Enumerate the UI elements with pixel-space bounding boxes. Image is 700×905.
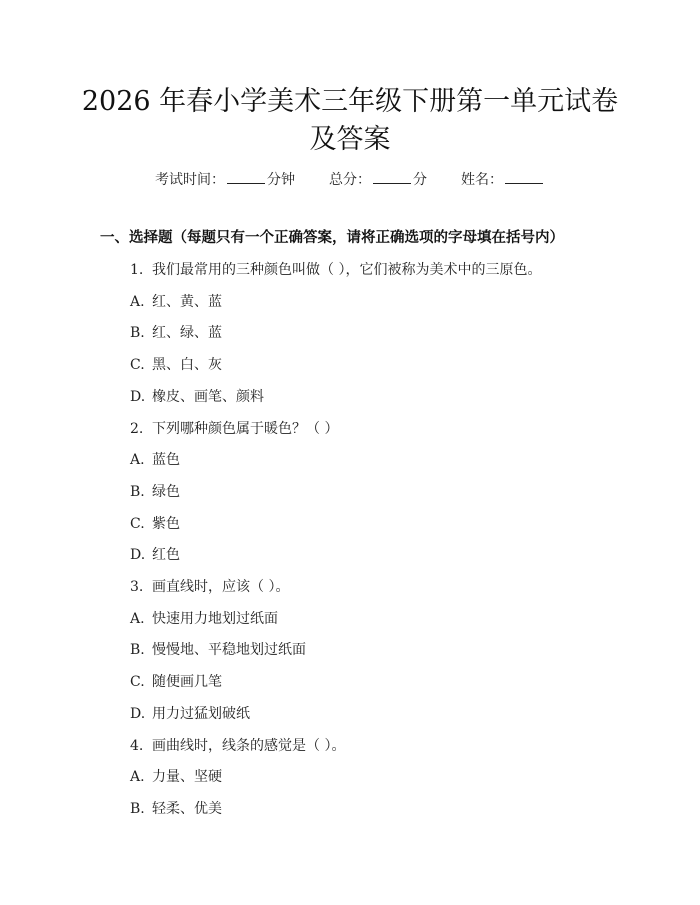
- option-letter: D.: [130, 388, 146, 405]
- option-letter: D.: [130, 547, 146, 564]
- option-letter: B.: [130, 800, 145, 817]
- option-text: 橡皮、画笔、颜料: [152, 388, 264, 405]
- question-body: 我们最常用的三种颜色叫做（ ），它们被称为美术中的三原色。: [152, 262, 542, 278]
- question-text: [130, 736, 345, 756]
- answer-option: [130, 514, 180, 534]
- question-number: 3.: [130, 579, 144, 595]
- question-text: [130, 419, 338, 439]
- exam-meta-row: [0, 169, 700, 190]
- option-letter: A.: [130, 610, 145, 627]
- question-number: 4.: [130, 737, 144, 754]
- total-score-label: 总分：: [329, 172, 371, 188]
- student-name-label: 姓名：: [461, 172, 503, 188]
- answer-option: [130, 323, 222, 343]
- option-text: 红、绿、蓝: [152, 325, 222, 342]
- option-text: 紫色: [152, 515, 180, 532]
- answer-option: [130, 387, 264, 407]
- question-text: [130, 577, 289, 597]
- option-text: 黑、白、灰: [152, 357, 222, 374]
- option-text: 红色: [152, 547, 180, 564]
- total-score-blank: [373, 169, 411, 184]
- option-letter: A.: [130, 293, 145, 310]
- question-text: [130, 260, 541, 280]
- answer-option: [130, 545, 180, 565]
- question-number: 2.: [130, 420, 144, 437]
- option-letter: A.: [130, 769, 145, 786]
- answer-option: [130, 450, 180, 470]
- answer-option: [130, 355, 222, 375]
- question-body: 画直线时，应该（ ）。: [152, 579, 290, 595]
- answer-option: [130, 767, 222, 787]
- exam-title-line-1: 2026 年春小学美术三年级下册第一单元试卷: [81, 86, 619, 117]
- answer-option: [130, 609, 278, 629]
- option-letter: D.: [130, 705, 146, 722]
- question-body: 下列哪种颜色属于暖色？（ ）: [152, 420, 339, 437]
- student-name-blank: [505, 169, 543, 184]
- exam-time-blank: [227, 169, 265, 184]
- option-letter: C.: [130, 674, 145, 691]
- option-text: 力量、坚硬: [152, 769, 222, 786]
- section-heading-multiple-choice: 一、选择题（每题只有一个正确答案，请将正确选项的字母填在括号内）: [100, 229, 564, 246]
- answer-option: [130, 704, 250, 724]
- answer-option: [130, 672, 222, 692]
- answer-option: [130, 640, 306, 660]
- option-letter: C.: [130, 515, 145, 532]
- answer-option: [130, 482, 180, 502]
- question-number: 1.: [130, 262, 144, 278]
- option-text: 快速用力地划过纸面: [152, 610, 278, 627]
- option-letter: B.: [130, 325, 145, 342]
- option-text: 蓝色: [152, 452, 180, 469]
- question-body: 画曲线时，线条的感觉是（ ）。: [152, 737, 346, 754]
- option-text: 用力过猛划破纸: [152, 705, 250, 722]
- option-text: 红、黄、蓝: [152, 293, 222, 310]
- exam-title-line-2: 及答案: [309, 124, 391, 155]
- exam-time-unit: 分钟: [267, 172, 295, 188]
- exam-time-label: 考试时间：: [155, 172, 225, 188]
- option-letter: B.: [130, 483, 145, 500]
- answer-option: [130, 292, 222, 312]
- total-score-unit: 分: [413, 172, 427, 188]
- option-text: 慢慢地、平稳地划过纸面: [152, 642, 306, 659]
- option-letter: A.: [130, 452, 145, 469]
- option-text: 轻柔、优美: [152, 800, 222, 817]
- option-letter: B.: [130, 642, 145, 659]
- option-letter: C.: [130, 357, 145, 374]
- option-text: 绿色: [152, 483, 180, 500]
- answer-option: [130, 799, 222, 819]
- option-text: 随便画几笔: [152, 674, 222, 691]
